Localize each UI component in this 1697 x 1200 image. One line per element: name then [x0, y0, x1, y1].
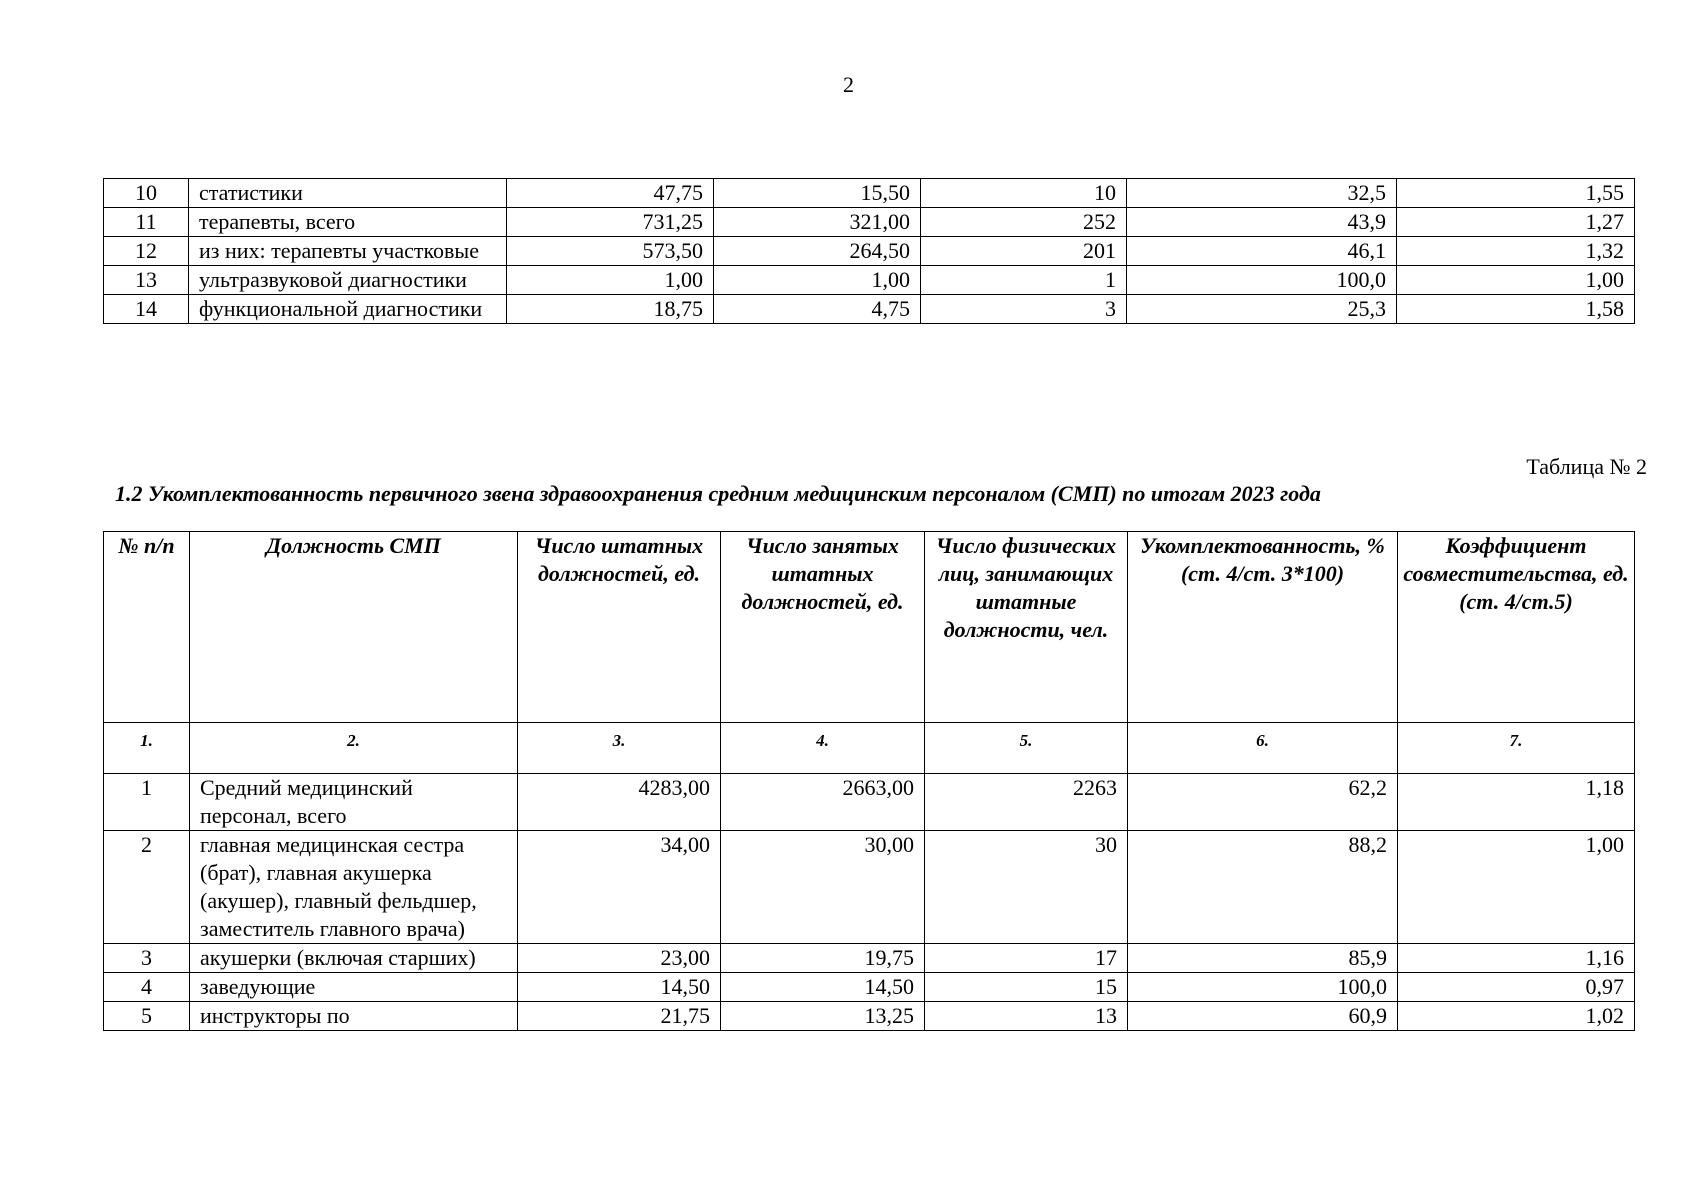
row-number: 5: [104, 1002, 190, 1031]
part-time-coefficient-value: 1,02: [1398, 1002, 1635, 1031]
part-time-coefficient-value: 1,00: [1397, 266, 1635, 295]
column-number-row: [104, 723, 1635, 774]
staffing-level-value: 85,9: [1128, 944, 1398, 973]
table-row: [104, 944, 1635, 973]
row-number: 10: [104, 179, 189, 208]
header-staffing-level: Укомплектованность, % (ст. 4/ст. 3*100): [1128, 532, 1398, 723]
staff-positions-value: 18,75: [507, 295, 714, 324]
header-part-time-coefficient: Коэффициент совместительства, ед. (ст. 4/ст.5): [1398, 532, 1635, 723]
row-number: 14: [104, 295, 189, 324]
occupied-positions-value: 4,75: [714, 295, 921, 324]
row-number: 13: [104, 266, 189, 295]
individuals-value: 201: [921, 237, 1127, 266]
column-number: 1.: [104, 723, 190, 774]
individuals-value: 3: [921, 295, 1127, 324]
header-individuals: Число физических лиц, занимающих штатные должности, чел.: [925, 532, 1128, 723]
individuals-value: 13: [925, 1002, 1128, 1031]
staff-positions-value: 4283,00: [518, 774, 721, 831]
position-name: главная медицинская сестра (брат), главная акушерка (акушер), главный фельдшер, заместитель главного врача): [190, 831, 518, 944]
staffing-level-value: 88,2: [1128, 831, 1398, 944]
occupied-positions-value: 19,75: [721, 944, 925, 973]
table-row: [104, 237, 1635, 266]
position-name: функциональной диагностики: [189, 295, 507, 324]
staff-positions-value: 34,00: [518, 831, 721, 944]
individuals-value: 10: [921, 179, 1127, 208]
staffing-level-value: 32,5: [1127, 179, 1397, 208]
column-number: 2.: [190, 723, 518, 774]
table-row: [104, 973, 1635, 1002]
part-time-coefficient-value: 1,16: [1398, 944, 1635, 973]
staffing-level-value: 100,0: [1127, 266, 1397, 295]
position-name: Средний медицинский персонал, всего: [190, 774, 518, 831]
table-row: [104, 179, 1635, 208]
occupied-positions-value: 2663,00: [721, 774, 925, 831]
occupied-positions-value: 30,00: [721, 831, 925, 944]
table-row: [104, 1002, 1635, 1031]
row-number: 12: [104, 237, 189, 266]
staffing-level-value: 100,0: [1128, 973, 1398, 1002]
occupied-positions-value: 264,50: [714, 237, 921, 266]
column-number: 5.: [925, 723, 1128, 774]
header-occupied-positions: Число занятых штатных должностей, ед.: [721, 532, 925, 723]
part-time-coefficient-value: 1,00: [1398, 831, 1635, 944]
individuals-value: 17: [925, 944, 1128, 973]
position-name: заведующие: [190, 973, 518, 1002]
individuals-value: 30: [925, 831, 1128, 944]
header-number: № п/п: [104, 532, 190, 723]
position-name: из них: терапевты участковые: [189, 237, 507, 266]
occupied-positions-value: 321,00: [714, 208, 921, 237]
table-header-row: [104, 532, 1635, 723]
column-number: 4.: [721, 723, 925, 774]
table-row: [104, 831, 1635, 944]
staff-positions-value: 731,25: [507, 208, 714, 237]
part-time-coefficient-value: 1,58: [1397, 295, 1635, 324]
occupied-positions-value: 13,25: [721, 1002, 925, 1031]
page-number: 2: [843, 72, 854, 97]
position-name: терапевты, всего: [189, 208, 507, 237]
position-name: инструкторы по: [190, 1002, 518, 1031]
column-number: 6.: [1128, 723, 1398, 774]
nurse-staffing-table: [103, 531, 1635, 1031]
table-row: [104, 266, 1635, 295]
row-number: 2: [104, 831, 190, 944]
table-row: [104, 295, 1635, 324]
staffing-level-value: 46,1: [1127, 237, 1397, 266]
table-label: Таблица № 2: [1526, 454, 1647, 479]
row-number: 3: [104, 944, 190, 973]
staff-positions-value: 14,50: [518, 973, 721, 1002]
occupied-positions-value: 1,00: [714, 266, 921, 295]
position-name: ультразвуковой диагностики: [189, 266, 507, 295]
staffing-level-value: 25,3: [1127, 295, 1397, 324]
individuals-value: 1: [921, 266, 1127, 295]
part-time-coefficient-value: 1,27: [1397, 208, 1635, 237]
individuals-value: 252: [921, 208, 1127, 237]
part-time-coefficient-value: 1,18: [1398, 774, 1635, 831]
column-number: 7.: [1398, 723, 1635, 774]
staffing-level-value: 60,9: [1128, 1002, 1398, 1031]
staff-positions-value: 47,75: [507, 179, 714, 208]
staff-positions-value: 21,75: [518, 1002, 721, 1031]
staff-positions-value: 573,50: [507, 237, 714, 266]
column-number: 3.: [518, 723, 721, 774]
individuals-value: 15: [925, 973, 1128, 1002]
part-time-coefficient-value: 1,32: [1397, 237, 1635, 266]
header-staff-positions: Число штатных должностей, ед.: [518, 532, 721, 723]
row-number: 11: [104, 208, 189, 237]
staffing-level-value: 43,9: [1127, 208, 1397, 237]
header-position: Должность СМП: [190, 532, 518, 723]
staffing-level-value: 62,2: [1128, 774, 1398, 831]
part-time-coefficient-value: 0,97: [1398, 973, 1635, 1002]
occupied-positions-value: 15,50: [714, 179, 921, 208]
row-number: 4: [104, 973, 190, 1002]
staffing-table-continued: [103, 178, 1635, 324]
part-time-coefficient-value: 1,55: [1397, 179, 1635, 208]
row-number: 1: [104, 774, 190, 831]
staff-positions-value: 1,00: [507, 266, 714, 295]
table-row: [104, 774, 1635, 831]
individuals-value: 2263: [925, 774, 1128, 831]
position-name: акушерки (включая старших): [190, 944, 518, 973]
position-name: статистики: [189, 179, 507, 208]
occupied-positions-value: 14,50: [721, 973, 925, 1002]
table-title: 1.2 Укомплектованность первичного звена здравоохранения средним медицинским персоналом (СМП) по итогам 2023 года: [115, 481, 1321, 506]
staff-positions-value: 23,00: [518, 944, 721, 973]
table-row: [104, 208, 1635, 237]
